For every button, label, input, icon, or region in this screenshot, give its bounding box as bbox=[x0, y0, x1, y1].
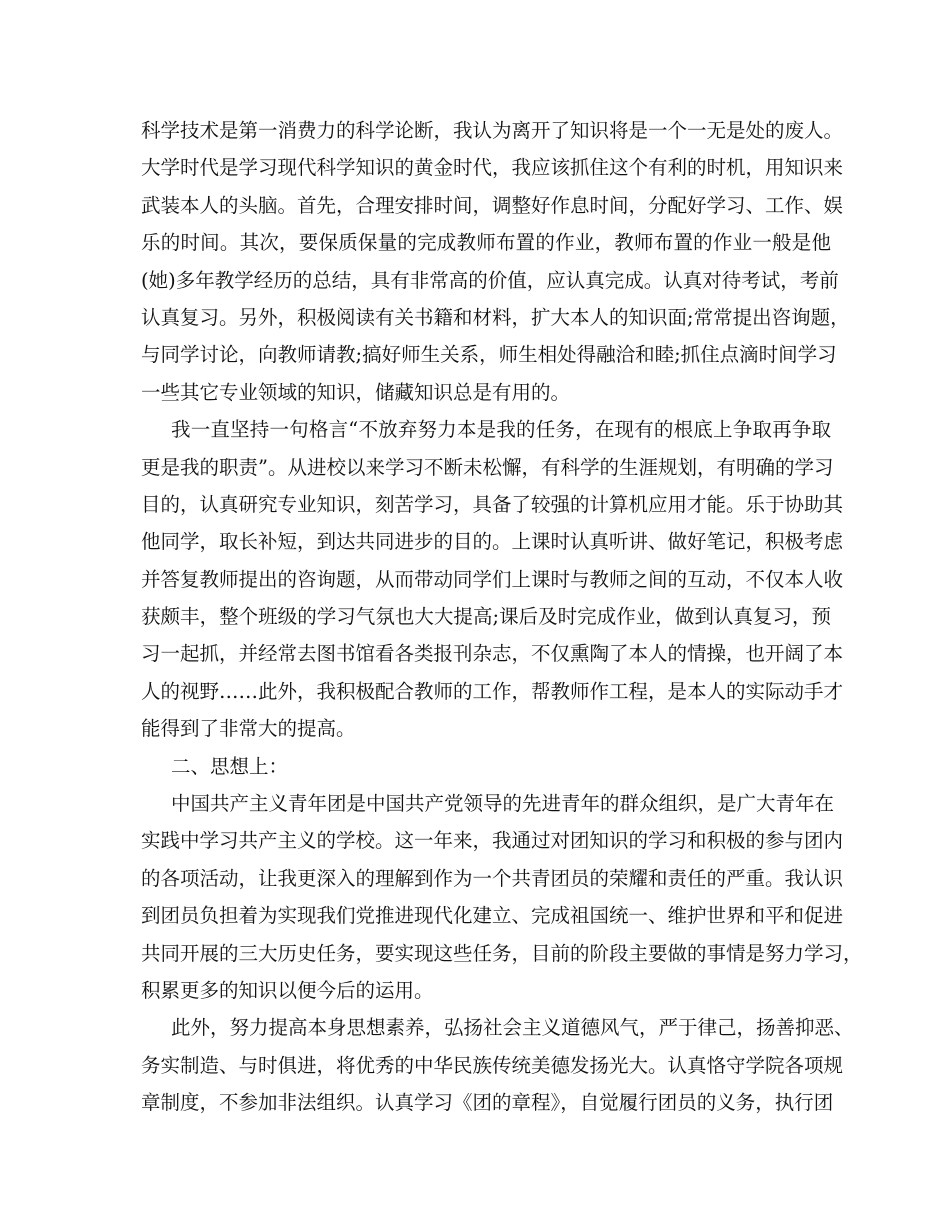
text-line: 章制度，不参加非法组织。认真学习《团的章程》，自觉履行团员的义务，执行团 bbox=[141, 1091, 834, 1115]
body-text bbox=[141, 112, 863, 1122]
paragraph-first-line: 此外，努力提高本身思想素养，弘扬社会主义道德风气，严于律己，扬善抑恶、 bbox=[171, 1016, 854, 1040]
text-line: 习一起抓，并经常去图书馆看各类报刊杂志，不仅熏陶了本人的情操，也开阔了本 bbox=[141, 642, 844, 666]
paragraph-first-line: 中国共产主义青年团是中国共产党领导的先进青年的群众组织，是广大青年在 bbox=[171, 792, 835, 816]
text-line: 积累更多的知识以便今后的运用。 bbox=[141, 978, 434, 1002]
text-line: 能得到了非常大的提高。 bbox=[141, 717, 356, 741]
text-line: 与同学讨论，向教师请教;搞好师生关系，师生相处得融洽和睦;抓住点滴时间学习 bbox=[141, 343, 837, 367]
text-line: (她)多年教学经历的总结，具有非常高的价值，应认真完成。认真对待考试，考前 bbox=[141, 268, 839, 292]
text-line: 并答复教师提出的咨询题，从而带动同学们上课时与教师之间的互动，不仅本人收 bbox=[141, 567, 844, 591]
text-line: 实践中学习共产主义的学校。这一年来，我通过对团知识的学习和积极的参与团内 bbox=[141, 829, 844, 853]
text-line: 他同学，取长补短，到达共同进步的目的。上课时认真听讲、做好笔记，积极考虑 bbox=[141, 530, 844, 554]
text-line: 科学技术是第一消费力的科学论断，我认为离开了知识将是一个一无是处的废人。 bbox=[141, 119, 844, 142]
text-line: 到团员负担着为实现我们党推进现代化建立、完成祖国统一、维护世界和平和促进 bbox=[141, 904, 844, 928]
text-line: 更是我的职责”。从进校以来学习不断未松懈，有科学的生涯规划，有明确的学习 bbox=[141, 455, 834, 479]
text-line: 的各项活动，让我更深入的理解到作为一个共青团员的荣耀和责任的严重。我认识 bbox=[141, 866, 844, 890]
text-line: 认真复习。另外，积极阅读有关书籍和材料，扩大本人的知识面;常常提出咨询题， bbox=[141, 305, 850, 329]
text-line: 大学时代是学习现代科学知识的黄金时代，我应该抓住这个有利的时机，用知识来 bbox=[141, 156, 844, 180]
text-line: 目的，认真研究专业知识，刻苦学习，具备了较强的计算机应用才能。乐于协助其 bbox=[141, 492, 844, 516]
text-line: 武装本人的头脑。首先，合理安排时间，调整好作息时间，分配好学习、工作、娱 bbox=[141, 193, 844, 217]
text-line: 共同开展的三大历史任务，要实现这些任务，目前的阶段主要做的事情是努力学习， bbox=[141, 941, 863, 965]
text-line: 人的视野……此外，我积极配合教师的工作，帮教师作工程，是本人的实际动手才 bbox=[141, 679, 844, 703]
text-line: 务实制造、与时俱进，将优秀的中华民族传统美德发扬光大。认真恪守学院各项规 bbox=[141, 1053, 844, 1077]
section-heading: 二、思想上： bbox=[171, 754, 289, 778]
text-line: 乐的时间。其次，要保质保量的完成教师布置的作业，教师布置的作业一般是他 bbox=[141, 231, 831, 255]
text-line: 获颇丰，整个班级的学习气氛也大大提高;课后及时完成作业，做到认真复习，预 bbox=[141, 605, 831, 629]
text-line: 一些其它专业领域的知识，储藏知识总是有用的。 bbox=[141, 380, 571, 404]
paragraph-first-line: 我一直坚持一句格言“不放弃努力本是我的任务，在现有的根底上争取再争取 bbox=[171, 418, 831, 442]
